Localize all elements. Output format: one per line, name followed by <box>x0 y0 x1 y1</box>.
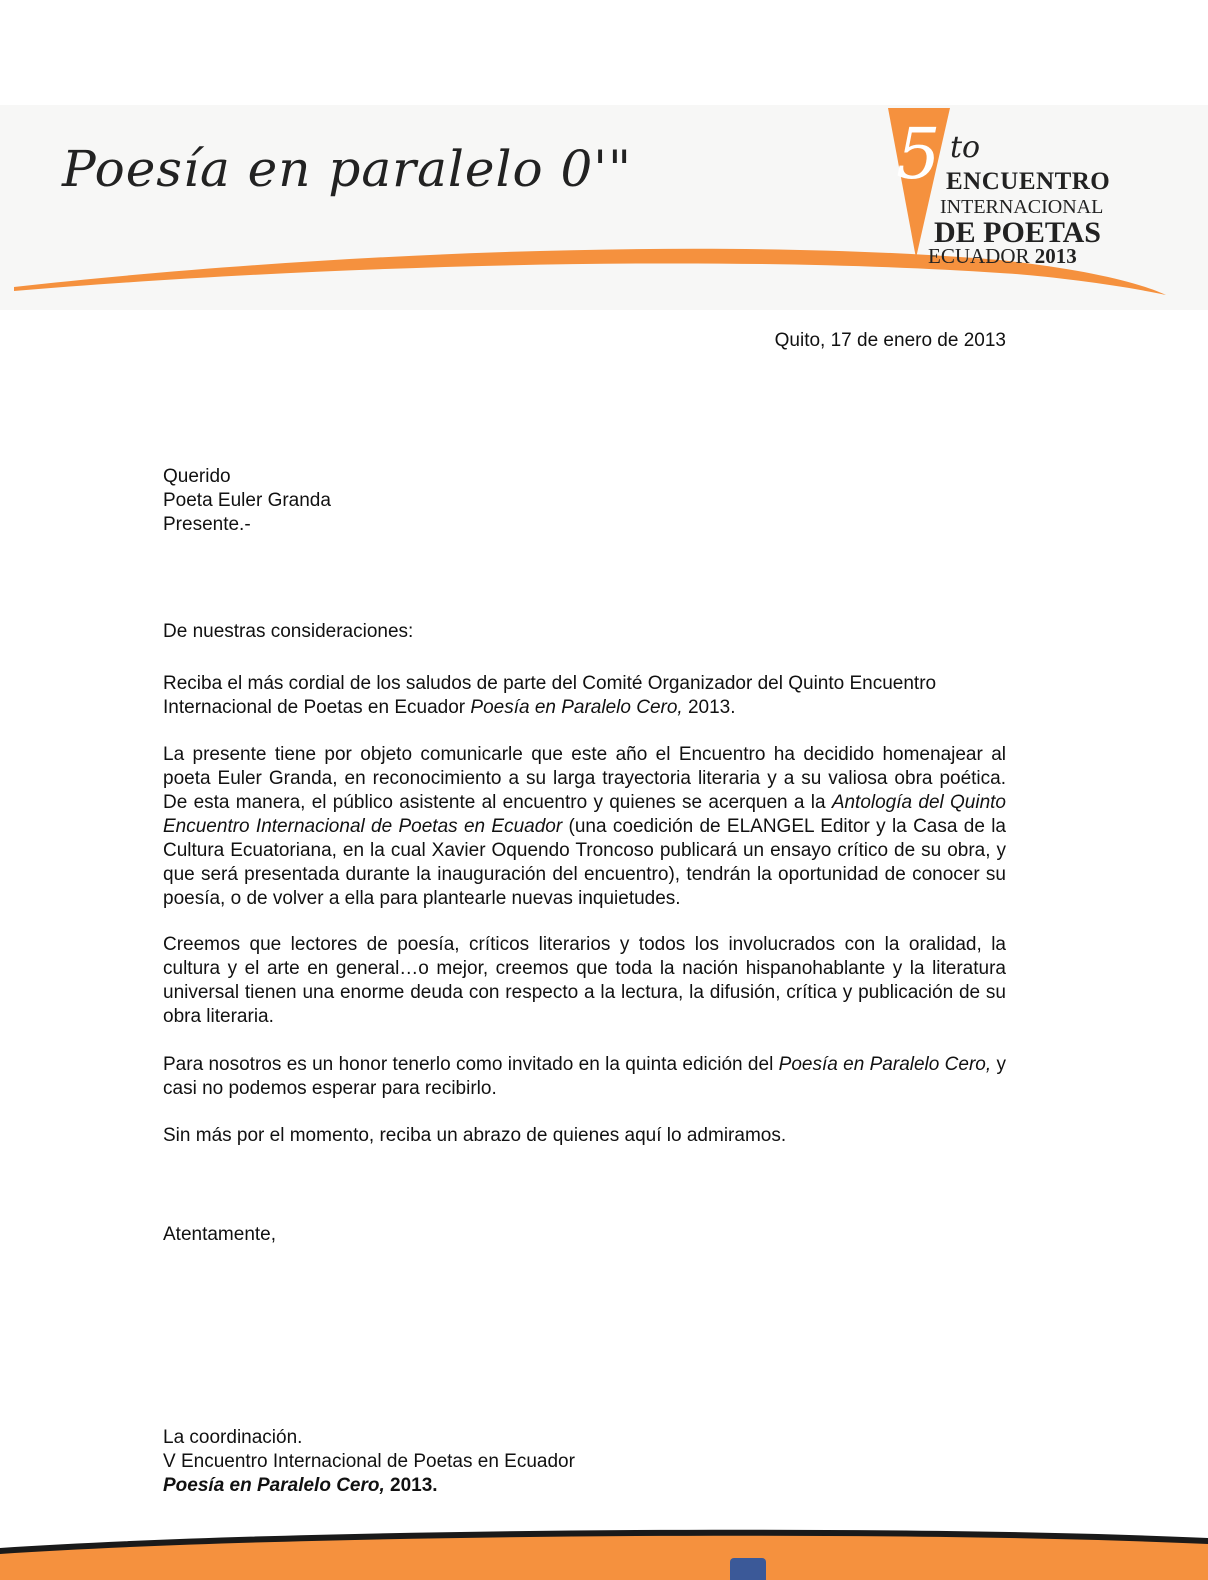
logo-line-de-poetas: DE POETAS <box>934 216 1101 249</box>
p1-text-before: Reciba el más cordial de los saludos de parte del Comité Organizador del Quinto Encuentro Internacional de Poetas en Ecuador <box>163 673 937 718</box>
greeting-text: De nuestras consideraciones: <box>163 621 414 642</box>
paragraph-2 <box>163 743 1006 911</box>
greeting <box>163 620 1006 644</box>
signature-year: 2013. <box>384 1475 438 1496</box>
poesia-en-paralelo-logo: Poesía en paralelo 0'" <box>62 140 632 198</box>
paragraph-1 <box>163 672 1006 720</box>
signature-title: Poesía en Paralelo Cero, <box>163 1475 385 1496</box>
paragraph-3 <box>163 933 1006 1029</box>
facebook-icon[interactable] <box>730 1558 766 1580</box>
closing <box>163 1223 1006 1247</box>
p1-text-after: 2013. <box>682 697 736 718</box>
footer-bar <box>0 1520 1208 1580</box>
p4-title: Poesía en Paralelo Cero, <box>778 1054 992 1075</box>
ordinal-number: 5 <box>896 113 941 195</box>
closing-text: Atentamente, <box>163 1224 277 1245</box>
ordinal-suffix: to <box>950 130 981 165</box>
paragraph-5 <box>163 1124 1006 1148</box>
signature-block <box>163 1426 1006 1498</box>
recipient-line: Poeta Euler Granda <box>163 490 331 511</box>
recipient-line: Querido <box>163 466 231 487</box>
recipient-block <box>163 465 1006 537</box>
p2-text-before: La presente tiene por objeto comunicarle que este año el Encuentro ha decidido homenajear al poeta Euler Granda, en reconocimiento a su larga trayectoria literaria y a su valiosa obra poética. De esta manera, el público asistente al encuentro y quienes se acerquen a la <box>163 744 1006 813</box>
event-logo <box>888 108 1128 278</box>
letter-date: Quito, 17 de enero de 2013 <box>774 330 1006 351</box>
paragraph-4 <box>163 1053 1006 1101</box>
logo-place: ECUADOR <box>928 244 1030 268</box>
p4-text-before: Para nosotros es un honor tenerlo como invitado en la quinta edición del <box>163 1054 779 1075</box>
p2-title: Antología del Quinto Encuentro Internacional de Poetas en Ecuador <box>163 792 1006 837</box>
signature-line-2: V Encuentro Internacional de Poetas en Ecuador <box>163 1451 575 1472</box>
logo-line-internacional: INTERNACIONAL <box>940 196 1104 218</box>
p5-text: Sin más por el momento, reciba un abrazo de quienes aquí lo admiramos. <box>163 1125 787 1146</box>
p3-text: Creemos que lectores de poesía, críticos literarios y todos los involucrados con la oralidad, la cultura y el arte en general…o mejor, creemos que toda la nación hispanohablante y la literatura universal tienen una enorme deuda con respecto a la lectura, la difusión, crítica y publicación de su obra literaria. <box>163 934 1006 1027</box>
recipient-line: Presente.- <box>163 514 251 535</box>
logo-line-encuentro: ENCUENTRO <box>946 168 1111 195</box>
logo-line-ecuador <box>928 244 1077 269</box>
p2-text-after: (una coedición de ELANGEL Editor y la Casa de la Cultura Ecuatoriana, en la cual Xavier Oquendo Troncoso publicará un ensayo crítico de su obra, y que será presentada durante la inauguración del encuentro), tendrán la oportunidad de conocer su poesía, o de volver a ella para plantearle nuevas inquietudes. <box>163 816 1006 909</box>
p1-title: Poesía en Paralelo Cero, <box>470 697 683 718</box>
logo-year: 2013 <box>1034 244 1077 268</box>
p4-text-after: y casi no podemos esperar para recibirlo. <box>163 1054 1007 1099</box>
signature-line-1: La coordinación. <box>163 1427 303 1448</box>
